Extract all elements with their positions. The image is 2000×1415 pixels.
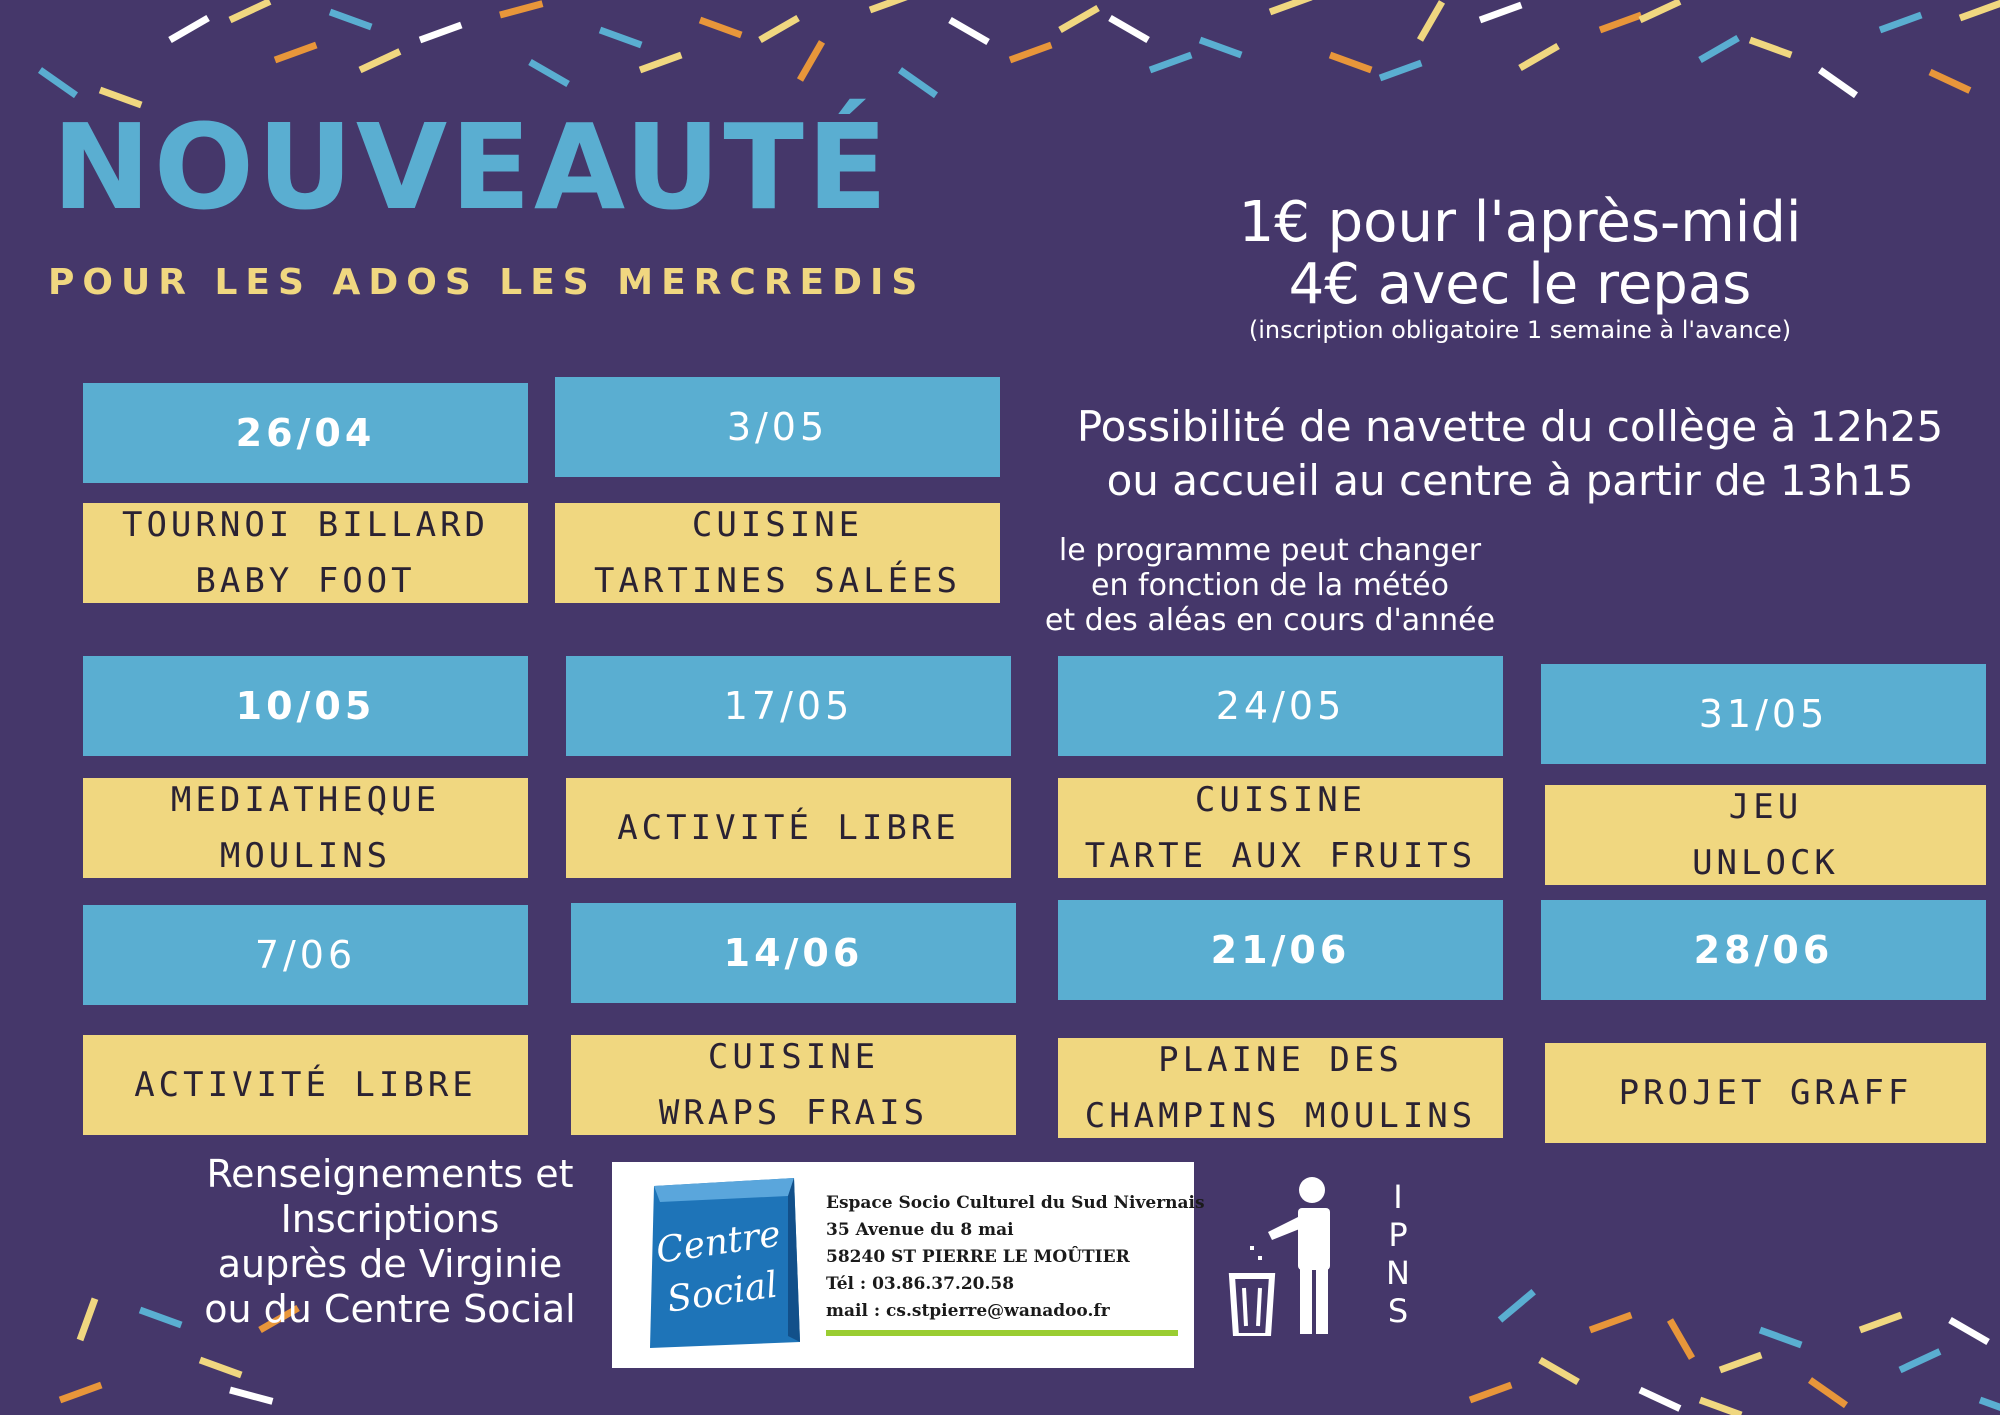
confetti-piece [1060,8,1098,30]
activity-line: TARTE AUX FRUITS [1084,836,1477,876]
ipns-letter: I [1393,1178,1403,1216]
activity-line: CUISINE [1194,780,1367,820]
confetti-piece [1640,1,1680,20]
confetti-piece [1900,1351,1940,1370]
schedule-date: 24/05 [1058,656,1503,756]
schedule-date: 21/06 [1058,900,1503,1000]
centre-social-logo [648,1176,800,1348]
schedule-activity [555,503,1000,603]
schedule-date: 14/06 [571,903,1016,1003]
confetti-piece [230,1,270,20]
confetti-piece [1950,1320,1988,1342]
confetti-piece [1640,1390,1680,1409]
confetti-piece [600,30,641,45]
registration-note: (inscription obligatoire 1 semaine à l'avance) [1248,316,1792,344]
org-address: 35 Avenue du 8 mai [826,1220,1014,1240]
ipns-letter: P [1388,1216,1408,1254]
confetti-piece [1500,1292,1534,1320]
schedule-activity [83,503,528,603]
pricing-block [1190,192,1850,344]
confetti-piece [330,12,371,27]
schedule-date: 26/04 [83,383,528,483]
confetti-piece [1480,5,1521,20]
activity-line: CUISINE [707,1037,880,1077]
confetti-piece [1420,2,1442,40]
schedule-activity [83,778,528,878]
activity-line: ACTIVITÉ LIBRE [617,808,960,848]
schedule-activity [1545,785,1986,885]
confetti-piece [1750,40,1791,55]
confetti-piece [1700,38,1738,60]
page-title: NOUVEAUTÉ [52,98,891,236]
confetti-piece [1520,46,1558,68]
confetti-piece [140,1310,181,1325]
confetti-piece [1470,1385,1511,1400]
confetti-piece [1110,18,1148,40]
schedule-activity [1058,1038,1503,1138]
contact-card [612,1162,1205,1368]
confetti-piece [1980,1400,2000,1415]
confetti-piece [640,55,681,70]
activity-line: BABY FOOT [195,561,416,601]
confetti-piece [275,45,316,60]
confetti-piece [1200,40,1241,55]
schedule-activity [1058,778,1503,878]
org-name: Espace Socio Culturel du Sud Nivernais [826,1193,1205,1213]
confetti-piece [1150,55,1191,70]
activity-line: PROJET GRAFF [1618,1073,1913,1113]
confetti-piece [360,51,400,70]
logo-text-1: Centre [653,1213,784,1272]
confetti-piece [1540,1360,1578,1382]
activity-line: CHAMPINS MOULINS [1084,1096,1477,1136]
ipns-letter: N [1386,1254,1410,1292]
confetti-piece [1590,1315,1631,1330]
confetti-piece [950,20,988,42]
activity-line: CUISINE [691,505,864,545]
activity-line: TARTINES SALÉES [593,561,962,601]
confetti-piece [1700,1400,1741,1415]
logo-text-2: Social [664,1264,781,1321]
schedule-date: 3/05 [555,377,1000,477]
confetti-piece [1760,1330,1801,1345]
confetti-piece [870,0,911,10]
price-with-meal: 4€ avec le repas [1288,252,1752,317]
confetti-piece [1930,72,1970,91]
registration-info [180,1152,600,1332]
confetti-piece [1880,15,1921,30]
trash-person-icon [1228,1176,1348,1336]
confetti-piece [800,42,822,80]
confetti-piece [230,1390,273,1401]
schedule-activity [83,1035,528,1135]
confetti-piece [700,20,741,35]
activity-line: UNLOCK [1692,843,1839,883]
info-line-3: auprès de Virginie [217,1242,563,1286]
confetti-piece [760,18,798,40]
confetti-piece [1960,3,2000,18]
confetti-piece [1600,15,1641,30]
org-email: mail : cs.stpierre@wanadoo.fr [826,1301,1110,1321]
program-note-line-1: le programme peut changer [1058,533,1482,568]
activity-line: WRAPS FRAIS [658,1093,929,1133]
confetti-piece [200,1360,241,1375]
program-change-note [1030,533,1510,638]
schedule-date: 31/05 [1541,664,1986,764]
activity-line: JEU [1728,787,1803,827]
confetti-piece [60,1385,101,1400]
confetti-piece [900,70,936,95]
info-line-2: Inscriptions [280,1197,500,1241]
page-subtitle: POUR LES ADOS LES MERCREDIS [48,262,926,303]
program-note-line-2: en fonction de la météo [1091,568,1449,603]
confetti-piece [170,18,208,40]
confetti-piece [1860,1315,1901,1330]
info-line-4: ou du Centre Social [204,1287,576,1331]
confetti-piece [80,1299,95,1340]
schedule-activity [571,1035,1016,1135]
ipns-vertical-text [1378,1178,1418,1330]
confetti-piece [420,25,461,40]
confetti-piece [1820,70,1856,95]
confetti-piece [1810,1380,1846,1405]
schedule-activity [1545,1043,1986,1143]
confetti-piece [40,70,76,95]
schedule-date: 7/06 [83,905,528,1005]
activity-line: PLAINE DES [1158,1040,1403,1080]
org-phone: Tél : 03.86.37.20.58 [826,1274,1015,1294]
org-city: 58240 ST PIERRE LE MOÛTIER [826,1247,1130,1267]
confetti-piece [1670,1320,1692,1358]
program-note-line-3: et des aléas en cours d'année [1044,603,1496,638]
shuttle-info [1040,400,1980,508]
accent-bar [826,1330,1178,1336]
contact-details [826,1190,1205,1325]
schedule-activity [566,778,1011,878]
activity-line: ACTIVITÉ LIBRE [134,1065,477,1105]
schedule-date: 17/05 [566,656,1011,756]
activity-line: MOULINS [219,836,392,876]
schedule-date: 10/05 [83,656,528,756]
activity-line: TOURNOI BILLARD [121,505,490,545]
confetti-piece [1270,0,1311,12]
activity-line: MEDIATHEQUE [170,780,441,820]
confetti-piece [1720,1355,1761,1370]
confetti-piece [500,4,543,15]
schedule-date: 28/06 [1541,900,1986,1000]
info-line-1: Renseignements et [206,1152,574,1196]
confetti-piece [530,62,568,84]
ipns-letter: S [1387,1292,1409,1330]
confetti-piece [1380,63,1421,78]
shuttle-line-2: ou accueil au centre à partir de 13h15 [1106,456,1914,505]
confetti-piece [1010,45,1051,60]
shuttle-line-1: Possibilité de navette du collège à 12h25 [1076,402,1944,451]
price-afternoon: 1€ pour l'après-midi [1238,190,1802,255]
confetti-piece [1330,55,1371,70]
